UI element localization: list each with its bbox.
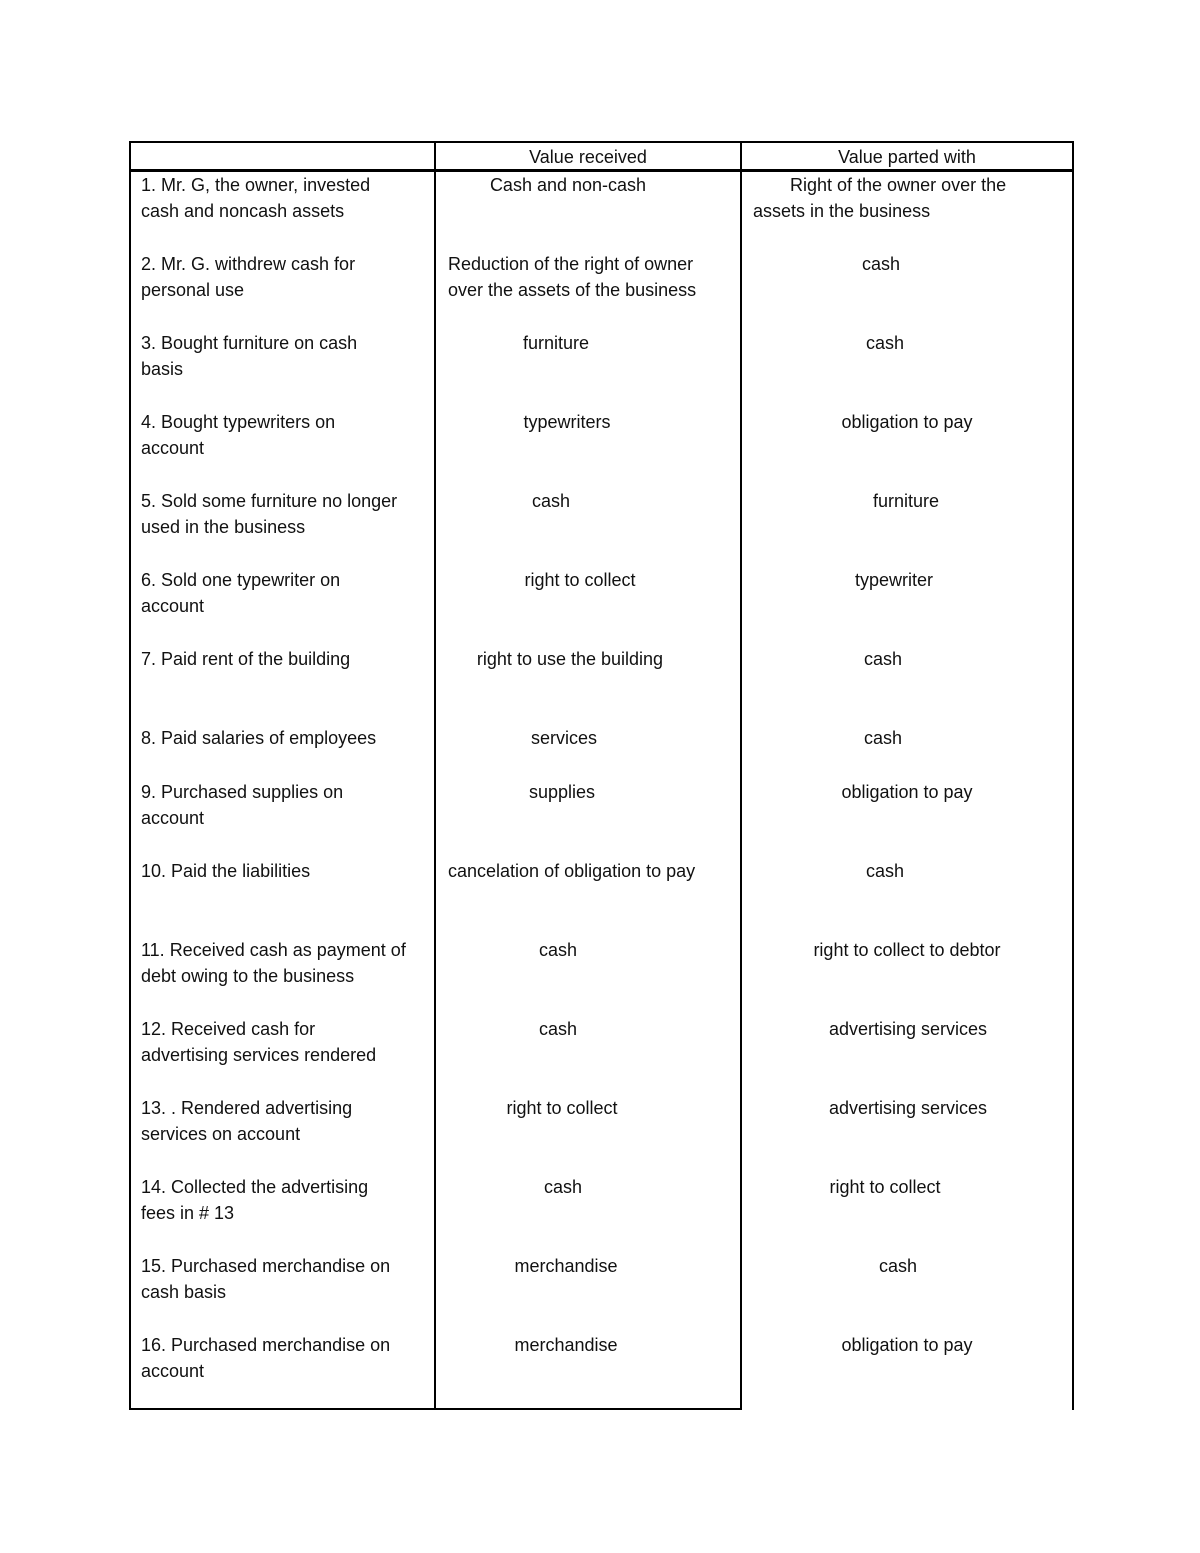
row-12-value-parted: advertising services [828,1019,988,1039]
row-7-description: 7. Paid rent of the building [141,649,351,669]
row-2-value-received: Reduction of the right of owner over the assets of the business [448,254,697,300]
row-14-value-received: cash [543,1177,583,1197]
header-value-received: Value received [529,147,647,167]
row-9-value-received: supplies [528,782,596,802]
row-8-description: 8. Paid salaries of employees [141,728,377,748]
row-16-value-parted: obligation to pay [841,1335,973,1355]
row-16-description: 16. Purchased merchandise on account [141,1335,391,1381]
row-1-value-parted: Right of the owner over the assets in the business [753,175,1007,221]
row-5-value-parted: furniture [872,491,940,511]
row-13-value-parted: advertising services [828,1098,988,1118]
row-9-description: 9. Purchased supplies on account [141,782,344,828]
row-13-description: 13. . Rendered advertising services on account [141,1098,353,1144]
row-11-value-received: cash [538,940,578,960]
row-14-description: 14. Collected the advertising fees in # 13 [141,1177,369,1223]
row-9-value-parted: obligation to pay [841,782,973,802]
row-10-value-parted: cash [865,861,905,881]
row-11-value-parted: right to collect to debtor [813,940,1001,960]
row-11-description: 11. Received cash as payment of debt owing to the business [141,940,406,986]
row-14-value-parted: right to collect [829,1177,941,1197]
row-13-value-received: right to collect [506,1098,618,1118]
table-right-border [1072,141,1074,1410]
row-2-value-parted: cash [861,254,901,274]
row-8-value-received: services [530,728,597,748]
table-bottom-border [129,1408,742,1410]
row-10-description: 10. Paid the liabilities [141,861,311,881]
row-3-value-parted: cash [865,333,905,353]
row-15-value-received: merchandise [514,1256,618,1276]
row-6-value-parted: typewriter [854,570,934,590]
row-5-description: 5. Sold some furniture no longer used in the business [141,491,398,537]
row-15-description: 15. Purchased merchandise on cash basis [141,1256,391,1302]
row-7-value-received: right to use the building [476,649,664,669]
row-7-value-parted: cash [863,649,903,669]
table-top-border [129,141,1074,143]
row-6-value-received: right to collect [524,570,636,590]
row-8-value-parted: cash [863,728,903,748]
row-4-value-parted: obligation to pay [841,412,973,432]
row-1-value-received: Cash and non-cash [489,175,647,195]
row-10-value-received: cancelation of obligation to pay [448,861,696,881]
row-12-description: 12. Received cash for advertising services rendered [141,1019,377,1065]
row-3-value-received: furniture [522,333,590,353]
row-3-description: 3. Bought furniture on cash basis [141,333,358,379]
row-6-description: 6. Sold one typewriter on account [141,570,341,616]
row-2-description: 2. Mr. G. withdrew cash for personal use [141,254,356,300]
row-15-value-parted: cash [878,1256,918,1276]
row-1-description: 1. Mr. G, the owner, invested cash and noncash assets [141,175,371,221]
row-16-value-received: merchandise [514,1335,618,1355]
table-left-border [129,141,131,1410]
header-value-parted-with: Value parted with [838,147,976,167]
row-12-value-received: cash [538,1019,578,1039]
row-4-description: 4. Bought typewriters on account [141,412,336,458]
row-5-value-received: cash [531,491,571,511]
row-4-value-received: typewriters [523,412,611,432]
